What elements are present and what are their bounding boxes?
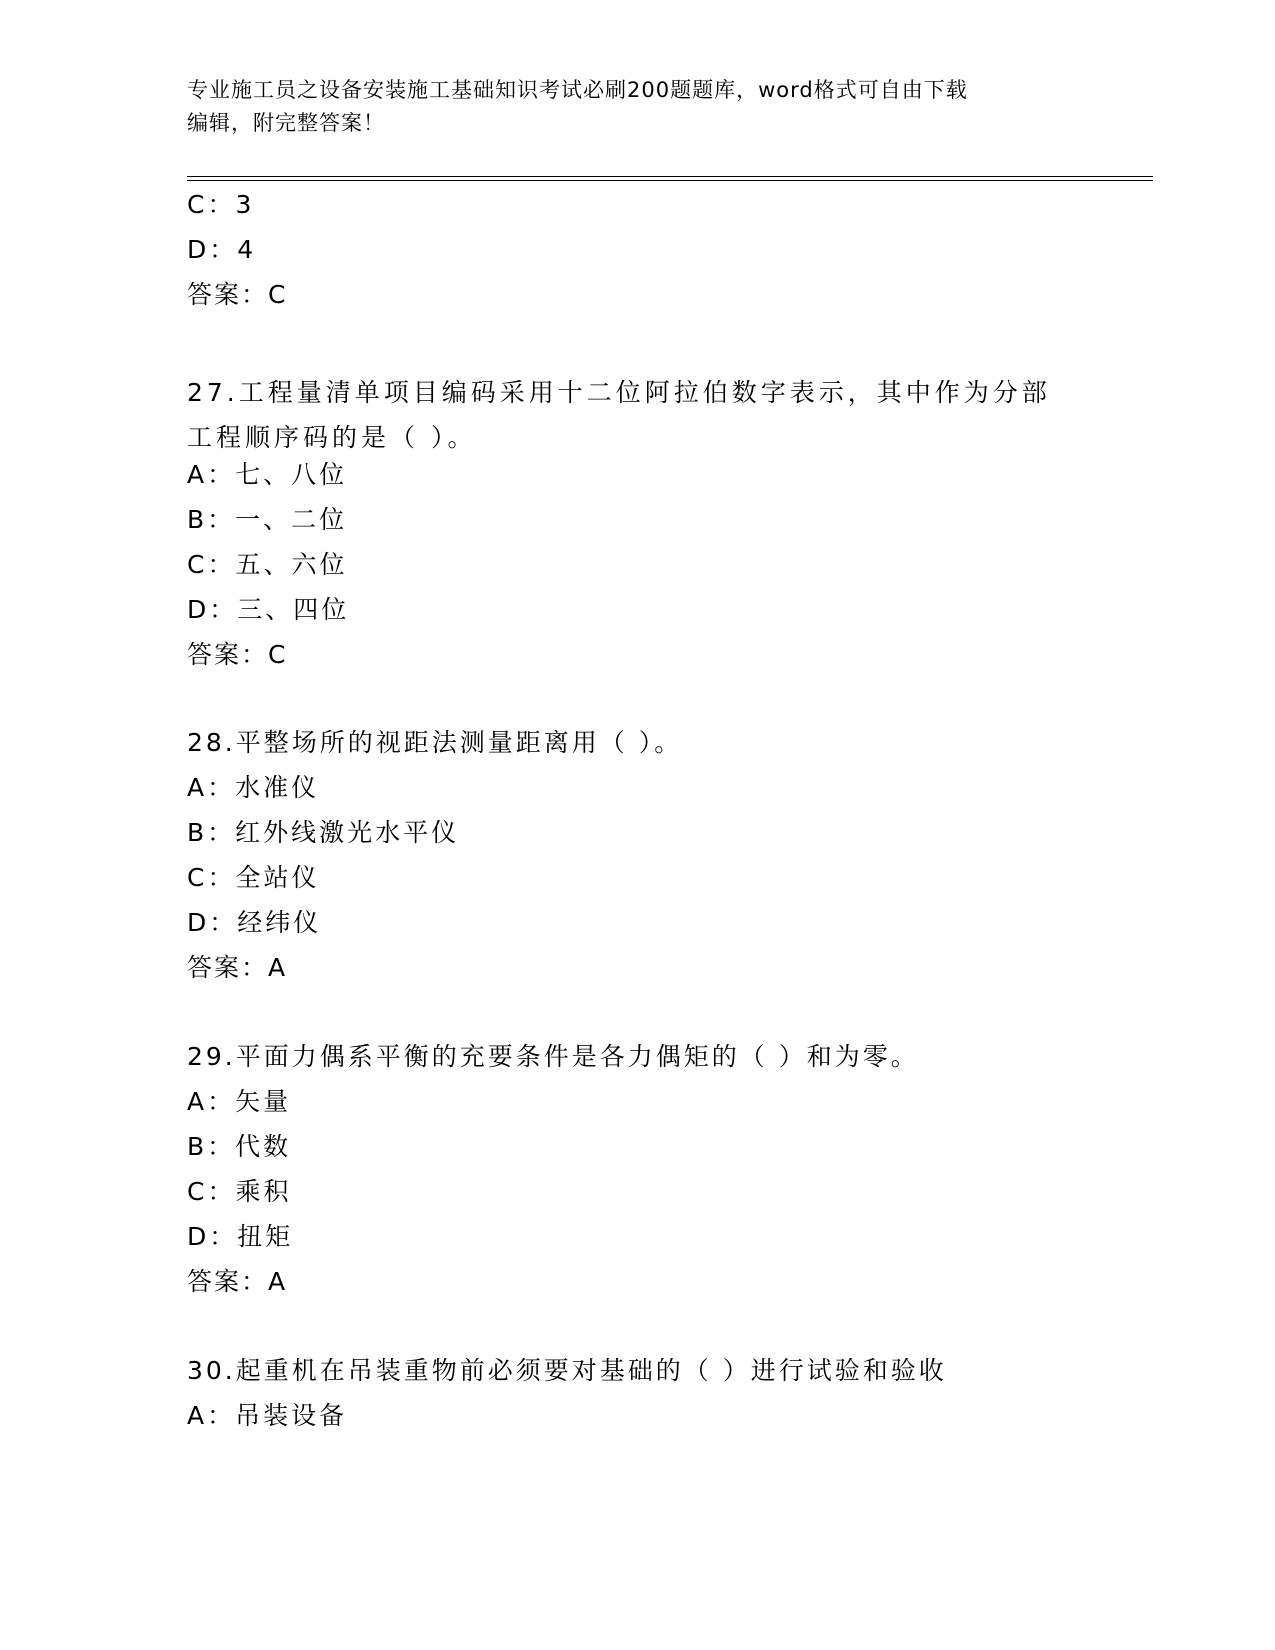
header-title-line-1: 专业施工员之设备安装施工基础知识考试必刷200题题库，word格式可自由下载 [187,78,968,102]
question-stem: 30.起重机在吊装重物前必须要对基础的（ ）进行试验和验收 [187,1356,947,1385]
option-d: D：扭矩 [187,1222,294,1251]
option-d: D：4 [187,235,257,264]
spacer [187,983,1087,1042]
option-a: A：七、八位 [187,460,348,489]
answer-line: 答案：C [187,640,288,669]
answer-line: 答案：A [187,953,288,982]
spacer [187,1297,1087,1356]
question-stem: 29.平面力偶系平衡的充要条件是各力偶矩的（ ）和为零。 [187,1042,919,1071]
spacer [187,670,1087,728]
option-d: D：三、四位 [187,595,350,624]
header-divider-top [187,176,1153,177]
answer-line: 答案：C [187,280,288,309]
question-block-continued [187,190,1087,310]
option-a: A：水准仪 [187,773,320,802]
option-b: B：一、二位 [187,505,348,534]
answer-line: 答案：A [187,1267,288,1296]
question-block-30 [187,1356,1087,1431]
option-a: A：吊装设备 [187,1401,348,1430]
spacer [187,310,1087,370]
option-c: C：3 [187,190,255,219]
option-d: D：经纬仪 [187,908,322,937]
header-title-line-2: 编辑，附完整答案！ [187,111,385,135]
question-stem: 27.工程量清单项目编码采用十二位阿拉伯数字表示，其中作为分部工程顺序码的是（ ）。 [187,378,1051,452]
header-divider-bottom [187,180,1153,181]
question-list [187,190,1087,1446]
option-c: C：五、六位 [187,550,348,579]
question-block-28 [187,728,1087,983]
question-block-29 [187,1042,1087,1297]
option-b: B：红外线激光水平仪 [187,818,460,847]
option-a: A：矢量 [187,1087,292,1116]
option-b: B：代数 [187,1132,292,1161]
option-c: C：乘积 [187,1177,292,1206]
document-header [187,74,1067,140]
question-block-27 [187,370,1087,670]
option-c: C：全站仪 [187,863,320,892]
question-stem: 28.平整场所的视距法测量距离用（ ）。 [187,728,683,757]
